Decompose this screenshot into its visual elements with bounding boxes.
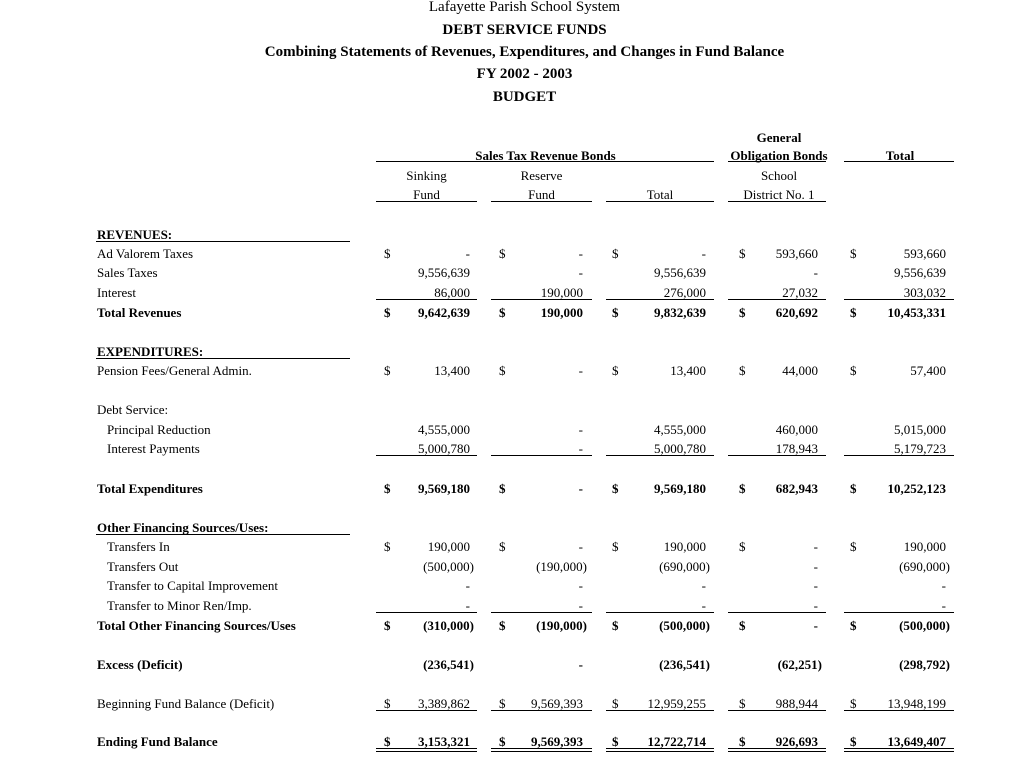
amount-cell: 5,179,723 bbox=[894, 441, 946, 456]
subtotal-underline bbox=[376, 710, 477, 711]
currency-sign: $ bbox=[384, 618, 391, 633]
column-group-sales-tax: Sales Tax Revenue Bonds bbox=[475, 148, 616, 163]
amount-cell: 27,032 bbox=[782, 285, 818, 300]
amount-cell: 5,015,000 bbox=[894, 422, 946, 437]
amount-cell: - bbox=[941, 578, 946, 593]
amount-cell: - bbox=[578, 363, 583, 378]
amount-cell: 12,722,714 bbox=[647, 734, 706, 749]
column-group-general-2: Obligation Bonds bbox=[730, 148, 828, 163]
subtotal-underline bbox=[728, 612, 826, 613]
currency-sign: $ bbox=[850, 734, 857, 749]
amount-cell: 9,556,639 bbox=[654, 265, 706, 280]
amount-cell: 5,000,780 bbox=[654, 441, 706, 456]
column-total-sub: Total bbox=[646, 187, 674, 202]
amount-cell: (190,000) bbox=[536, 559, 587, 574]
currency-sign: $ bbox=[384, 363, 391, 378]
amount-cell: 9,569,393 bbox=[531, 734, 583, 749]
row-label-interest: Interest bbox=[97, 285, 136, 300]
amount-cell: 620,692 bbox=[775, 305, 818, 320]
subtotal-underline bbox=[491, 710, 592, 711]
amount-cell: 190,000 bbox=[540, 285, 583, 300]
section-underline bbox=[96, 534, 350, 535]
amount-cell: - bbox=[578, 422, 583, 437]
header-underline bbox=[728, 161, 826, 162]
amount-cell: 3,153,321 bbox=[418, 734, 470, 749]
amount-cell: 10,252,123 bbox=[887, 481, 946, 496]
amount-cell: 988,944 bbox=[775, 696, 818, 711]
header-underline bbox=[844, 161, 954, 162]
amount-cell: 9,569,180 bbox=[418, 481, 470, 496]
column-school-1: School bbox=[760, 168, 798, 183]
amount-cell: (500,000) bbox=[423, 559, 474, 574]
header-underline bbox=[606, 201, 714, 202]
amount-cell: - bbox=[465, 598, 470, 613]
row-label-other-financing: Other Financing Sources/Uses: bbox=[97, 520, 269, 535]
subtotal-underline bbox=[376, 299, 477, 300]
amount-cell: - bbox=[813, 265, 818, 280]
subtotal-underline bbox=[844, 710, 954, 711]
subtotal-underline bbox=[844, 455, 954, 456]
row-label-pension-fees: Pension Fees/General Admin. bbox=[97, 363, 252, 378]
row-label-transfers-out: Transfers Out bbox=[107, 559, 179, 574]
amount-cell: 9,556,639 bbox=[418, 265, 470, 280]
row-label-excess-deficit: Excess (Deficit) bbox=[97, 657, 183, 672]
currency-sign: $ bbox=[739, 618, 746, 633]
currency-sign: $ bbox=[499, 734, 506, 749]
amount-cell: (690,000) bbox=[659, 559, 710, 574]
amount-cell: (236,541) bbox=[423, 657, 474, 672]
amount-cell: 13,400 bbox=[670, 363, 706, 378]
subtotal-underline bbox=[491, 455, 592, 456]
currency-sign: $ bbox=[612, 618, 619, 633]
header-underline bbox=[728, 201, 826, 202]
amount-cell: (500,000) bbox=[899, 618, 950, 633]
subtotal-underline bbox=[844, 299, 954, 300]
currency-sign: $ bbox=[384, 305, 391, 320]
statement-title: Combining Statements of Revenues, Expenditures, and Changes in Fund Balance bbox=[264, 44, 785, 60]
currency-sign: $ bbox=[499, 696, 506, 711]
amount-cell: (690,000) bbox=[899, 559, 950, 574]
amount-cell: - bbox=[465, 578, 470, 593]
subtotal-underline bbox=[376, 612, 477, 613]
fiscal-year: FY 2002 - 2003 bbox=[476, 66, 573, 82]
amount-cell: 86,000 bbox=[434, 285, 470, 300]
amount-cell: 178,943 bbox=[775, 441, 818, 456]
currency-sign: $ bbox=[850, 481, 857, 496]
amount-cell: 190,000 bbox=[540, 305, 583, 320]
amount-cell: 5,000,780 bbox=[418, 441, 470, 456]
currency-sign: $ bbox=[739, 734, 746, 749]
currency-sign: $ bbox=[384, 481, 391, 496]
currency-sign: $ bbox=[739, 481, 746, 496]
amount-cell: - bbox=[578, 657, 583, 672]
amount-cell: 190,000 bbox=[663, 539, 706, 554]
amount-cell: - bbox=[701, 578, 706, 593]
currency-sign: $ bbox=[384, 539, 391, 554]
currency-sign: $ bbox=[612, 539, 619, 554]
amount-cell: 190,000 bbox=[427, 539, 470, 554]
subtotal-underline bbox=[376, 455, 477, 456]
currency-sign: $ bbox=[499, 363, 506, 378]
section-underline bbox=[96, 241, 350, 242]
row-label-revenues: REVENUES: bbox=[97, 227, 173, 242]
subtotal-underline bbox=[728, 710, 826, 711]
column-school-2: District No. 1 bbox=[743, 187, 815, 202]
row-label-transfer-minor: Transfer to Minor Ren/Imp. bbox=[107, 598, 252, 613]
amount-cell: - bbox=[941, 598, 946, 613]
amount-cell: - bbox=[701, 246, 706, 261]
currency-sign: $ bbox=[739, 539, 746, 554]
currency-sign: $ bbox=[850, 696, 857, 711]
currency-sign: $ bbox=[850, 363, 857, 378]
amount-cell: 593,660 bbox=[775, 246, 818, 261]
currency-sign: $ bbox=[739, 246, 746, 261]
amount-cell: (298,792) bbox=[899, 657, 950, 672]
amount-cell: 593,660 bbox=[903, 246, 946, 261]
amount-cell: (190,000) bbox=[536, 618, 587, 633]
amount-cell: - bbox=[578, 481, 583, 496]
row-label-principal-reduction: Principal Reduction bbox=[107, 422, 211, 437]
row-label-ending-balance: Ending Fund Balance bbox=[97, 734, 218, 749]
row-label-total-other-financing: Total Other Financing Sources/Uses bbox=[97, 618, 296, 633]
column-sinking-1: Sinking bbox=[406, 168, 447, 183]
amount-cell: 9,556,639 bbox=[894, 265, 946, 280]
budget-label: BUDGET bbox=[492, 89, 557, 105]
currency-sign: $ bbox=[499, 618, 506, 633]
fund-title: DEBT SERVICE FUNDS bbox=[442, 22, 607, 38]
amount-cell: - bbox=[578, 265, 583, 280]
column-reserve-2: Fund bbox=[528, 187, 555, 202]
amount-cell: - bbox=[578, 578, 583, 593]
currency-sign: $ bbox=[739, 696, 746, 711]
amount-cell: 9,642,639 bbox=[418, 305, 470, 320]
currency-sign: $ bbox=[850, 539, 857, 554]
currency-sign: $ bbox=[739, 363, 746, 378]
currency-sign: $ bbox=[612, 305, 619, 320]
amount-cell: 10,453,331 bbox=[887, 305, 946, 320]
column-group-general-1: General bbox=[756, 130, 802, 145]
row-label-ad-valorem: Ad Valorem Taxes bbox=[97, 246, 194, 261]
currency-sign: $ bbox=[612, 363, 619, 378]
double-underline bbox=[728, 748, 826, 752]
currency-sign: $ bbox=[384, 696, 391, 711]
amount-cell: - bbox=[578, 441, 583, 456]
currency-sign: $ bbox=[384, 734, 391, 749]
amount-cell: - bbox=[578, 598, 583, 613]
currency-sign: $ bbox=[384, 246, 391, 261]
amount-cell: 926,693 bbox=[775, 734, 818, 749]
subtotal-underline bbox=[728, 455, 826, 456]
amount-cell: - bbox=[578, 539, 583, 554]
subtotal-underline bbox=[844, 612, 954, 613]
currency-sign: $ bbox=[612, 696, 619, 711]
currency-sign: $ bbox=[612, 734, 619, 749]
row-label-beginning-balance: Beginning Fund Balance (Deficit) bbox=[97, 696, 275, 711]
amount-cell: 190,000 bbox=[903, 539, 946, 554]
amount-cell: 303,032 bbox=[903, 285, 946, 300]
amount-cell: 12,959,255 bbox=[647, 696, 706, 711]
header-underline bbox=[491, 201, 592, 202]
header-underline bbox=[376, 161, 714, 162]
subtotal-underline bbox=[491, 299, 592, 300]
column-group-total: Total bbox=[885, 148, 915, 163]
row-label-interest-payments: Interest Payments bbox=[107, 441, 200, 456]
currency-sign: $ bbox=[612, 246, 619, 261]
currency-sign: $ bbox=[612, 481, 619, 496]
amount-cell: 9,569,393 bbox=[531, 696, 583, 711]
amount-cell: 13,649,407 bbox=[887, 734, 946, 749]
amount-cell: (310,000) bbox=[423, 618, 474, 633]
header-underline bbox=[376, 201, 477, 202]
currency-sign: $ bbox=[850, 305, 857, 320]
double-underline bbox=[491, 748, 592, 752]
currency-sign: $ bbox=[499, 481, 506, 496]
double-underline bbox=[844, 748, 954, 752]
currency-sign: $ bbox=[850, 618, 857, 633]
currency-sign: $ bbox=[499, 539, 506, 554]
row-label-total-expenditures: Total Expenditures bbox=[97, 481, 203, 496]
amount-cell: 9,832,639 bbox=[654, 305, 706, 320]
currency-sign: $ bbox=[850, 246, 857, 261]
amount-cell: (500,000) bbox=[659, 618, 710, 633]
amount-cell: 4,555,000 bbox=[418, 422, 470, 437]
currency-sign: $ bbox=[499, 305, 506, 320]
row-label-transfers-in: Transfers In bbox=[107, 539, 170, 554]
amount-cell: 44,000 bbox=[782, 363, 818, 378]
amount-cell: 9,569,180 bbox=[654, 481, 706, 496]
amount-cell: - bbox=[813, 539, 818, 554]
row-label-expenditures: EXPENDITURES: bbox=[97, 344, 204, 359]
amount-cell: (62,251) bbox=[777, 657, 822, 672]
amount-cell: 13,400 bbox=[434, 363, 470, 378]
amount-cell: 460,000 bbox=[775, 422, 818, 437]
row-label-sales-taxes: Sales Taxes bbox=[97, 265, 158, 280]
currency-sign: $ bbox=[499, 246, 506, 261]
double-underline bbox=[376, 748, 477, 752]
amount-cell: - bbox=[813, 598, 818, 613]
subtotal-underline bbox=[491, 612, 592, 613]
amount-cell: - bbox=[813, 618, 818, 633]
amount-cell: - bbox=[701, 598, 706, 613]
amount-cell: 4,555,000 bbox=[654, 422, 706, 437]
column-sinking-2: Fund bbox=[413, 187, 440, 202]
row-label-transfer-capital: Transfer to Capital Improvement bbox=[107, 578, 279, 593]
currency-sign: $ bbox=[739, 305, 746, 320]
amount-cell: 57,400 bbox=[910, 363, 946, 378]
amount-cell: 276,000 bbox=[663, 285, 706, 300]
amount-cell: - bbox=[578, 246, 583, 261]
amount-cell: 13,948,199 bbox=[887, 696, 946, 711]
organization-name: Lafayette Parish School System bbox=[428, 0, 621, 15]
amount-cell: - bbox=[813, 578, 818, 593]
subtotal-underline bbox=[728, 299, 826, 300]
row-label-total-revenues: Total Revenues bbox=[97, 305, 182, 320]
section-underline bbox=[96, 358, 350, 359]
amount-cell: 682,943 bbox=[775, 481, 818, 496]
amount-cell: - bbox=[465, 246, 470, 261]
row-label-debt-service: Debt Service: bbox=[97, 402, 169, 417]
column-reserve-1: Reserve bbox=[520, 168, 563, 183]
amount-cell: - bbox=[813, 559, 818, 574]
amount-cell: 3,389,862 bbox=[418, 696, 470, 711]
amount-cell: (236,541) bbox=[659, 657, 710, 672]
